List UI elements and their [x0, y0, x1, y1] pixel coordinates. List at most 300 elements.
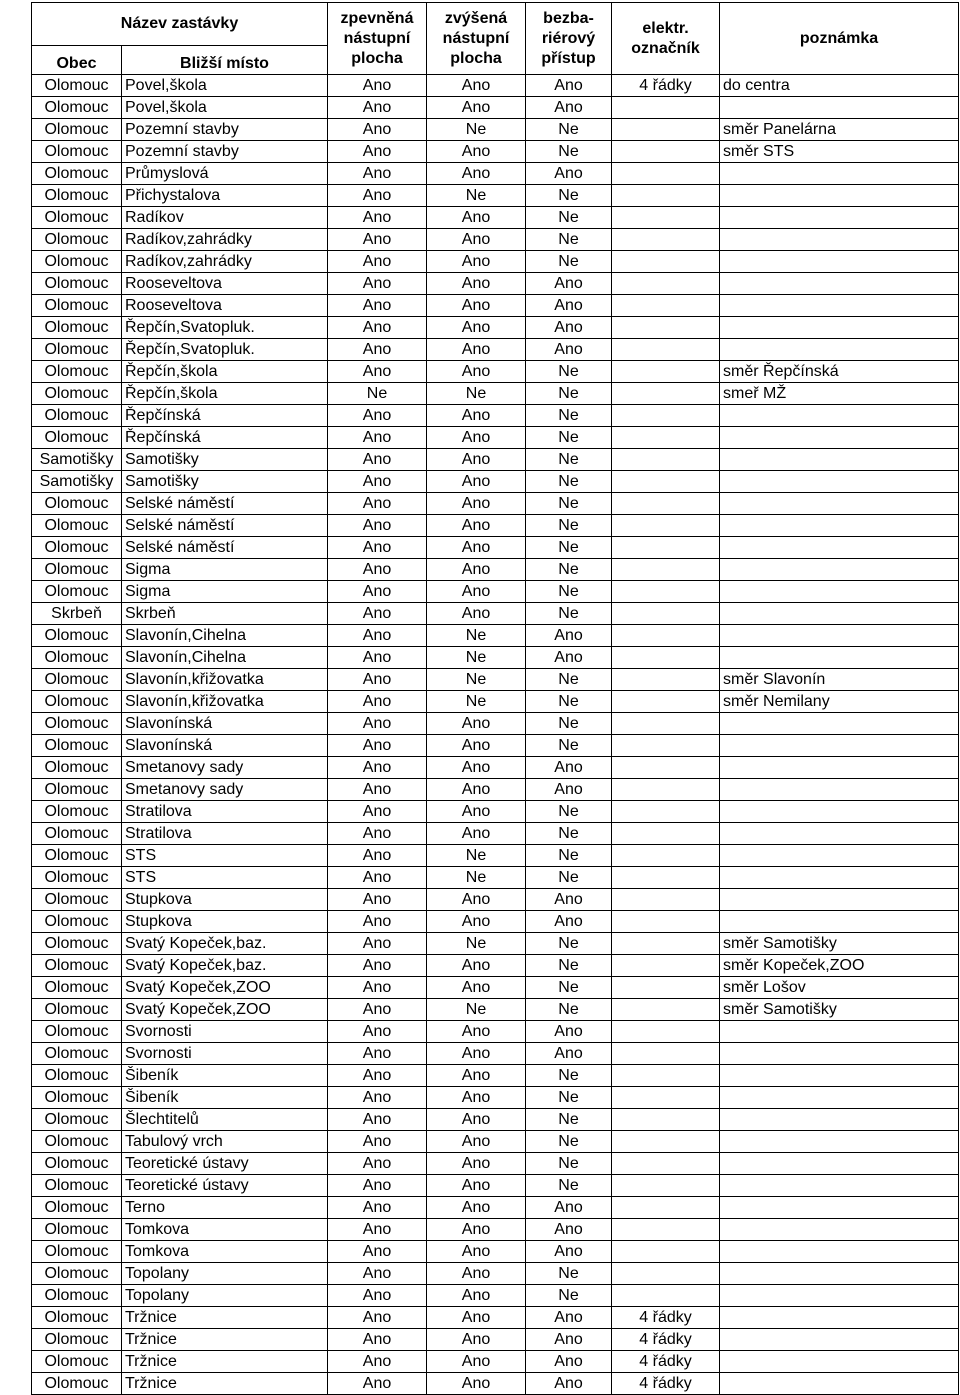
cell-location: Smetanovy sady: [122, 757, 328, 779]
cell-location: Sigma: [122, 581, 328, 603]
table-row: [32, 361, 959, 383]
cell-paved: Ano: [328, 647, 427, 669]
table-row: [32, 713, 959, 735]
cell-electronic-sign: [612, 801, 720, 823]
cell-barrier-free: Ne: [526, 119, 612, 141]
cell-paved: Ano: [328, 1153, 427, 1175]
cell-paved: Ano: [328, 757, 427, 779]
cell-location: Stratilova: [122, 823, 328, 845]
cell-location: Řepčín,Svatopluk.: [122, 339, 328, 361]
cell-municipality: Skrbeň: [32, 603, 122, 625]
cell-electronic-sign: [612, 1065, 720, 1087]
table-row: [32, 845, 959, 867]
table-row: [32, 603, 959, 625]
cell-barrier-free: Ne: [526, 999, 612, 1021]
cell-location: Selské náměstí: [122, 515, 328, 537]
cell-barrier-free: Ne: [526, 867, 612, 889]
header-barrier-line-2: riérový: [541, 29, 596, 47]
cell-municipality: Olomouc: [32, 669, 122, 691]
table-row: [32, 317, 959, 339]
header-paved-platform: [328, 3, 427, 75]
table-row: [32, 625, 959, 647]
cell-electronic-sign: [612, 1241, 720, 1263]
cell-municipality: Olomouc: [32, 317, 122, 339]
cell-barrier-free: Ano: [526, 779, 612, 801]
cell-raised: Ne: [427, 867, 526, 889]
cell-raised: Ano: [427, 75, 526, 97]
cell-raised: Ano: [427, 1285, 526, 1307]
cell-note: [720, 1263, 959, 1285]
cell-note: [720, 801, 959, 823]
cell-barrier-free: Ne: [526, 383, 612, 405]
cell-raised: Ano: [427, 1175, 526, 1197]
cell-raised: Ano: [427, 1109, 526, 1131]
table-row: [32, 1197, 959, 1219]
cell-paved: Ano: [328, 1021, 427, 1043]
cell-barrier-free: Ne: [526, 405, 612, 427]
cell-barrier-free: Ne: [526, 471, 612, 493]
table-header: [32, 3, 959, 75]
cell-raised: Ano: [427, 1219, 526, 1241]
cell-raised: Ano: [427, 603, 526, 625]
cell-raised: Ano: [427, 295, 526, 317]
header-barrier-line-3: přístup: [541, 49, 596, 67]
cell-municipality: Olomouc: [32, 1109, 122, 1131]
cell-note: [720, 1197, 959, 1219]
cell-electronic-sign: [612, 845, 720, 867]
cell-note: [720, 1373, 959, 1395]
cell-note: směr Samotišky: [720, 933, 959, 955]
table-row: [32, 801, 959, 823]
cell-paved: Ano: [328, 977, 427, 999]
cell-paved: Ano: [328, 1087, 427, 1109]
cell-municipality: Olomouc: [32, 999, 122, 1021]
table-row: [32, 977, 959, 999]
cell-raised: Ne: [427, 625, 526, 647]
cell-municipality: Olomouc: [32, 647, 122, 669]
cell-location: Tomkova: [122, 1241, 328, 1263]
cell-paved: Ano: [328, 1065, 427, 1087]
cell-paved: Ano: [328, 1307, 427, 1329]
cell-location: Řepčín,škola: [122, 383, 328, 405]
cell-location: Tržnice: [122, 1351, 328, 1373]
cell-note: [720, 185, 959, 207]
cell-electronic-sign: [612, 889, 720, 911]
table-row: [32, 1219, 959, 1241]
table-row: [32, 933, 959, 955]
table-row: [32, 1109, 959, 1131]
table-row: [32, 1329, 959, 1351]
cell-municipality: Olomouc: [32, 361, 122, 383]
cell-paved: Ano: [328, 867, 427, 889]
cell-electronic-sign: [612, 713, 720, 735]
cell-note: [720, 1109, 959, 1131]
cell-raised: Ano: [427, 735, 526, 757]
cell-raised: Ano: [427, 141, 526, 163]
cell-note: [720, 603, 959, 625]
cell-note: [720, 1307, 959, 1329]
cell-barrier-free: Ne: [526, 823, 612, 845]
table-row: [32, 1131, 959, 1153]
cell-barrier-free: Ano: [526, 1241, 612, 1263]
cell-raised: Ano: [427, 1021, 526, 1043]
cell-location: Rooseveltova: [122, 273, 328, 295]
cell-note: [720, 581, 959, 603]
table-row: [32, 647, 959, 669]
cell-paved: Ano: [328, 955, 427, 977]
header-paved-line-1: zpevněná: [340, 9, 414, 27]
table-row: [32, 273, 959, 295]
cell-barrier-free: Ne: [526, 1285, 612, 1307]
table-row: [32, 119, 959, 141]
cell-note: [720, 1043, 959, 1065]
cell-municipality: Olomouc: [32, 779, 122, 801]
cell-barrier-free: Ne: [526, 1087, 612, 1109]
cell-municipality: Olomouc: [32, 97, 122, 119]
cell-note: směr Řepčínská: [720, 361, 959, 383]
cell-municipality: Olomouc: [32, 295, 122, 317]
cell-municipality: Olomouc: [32, 1087, 122, 1109]
cell-raised: Ne: [427, 119, 526, 141]
cell-note: [720, 625, 959, 647]
cell-paved: Ano: [328, 1043, 427, 1065]
cell-electronic-sign: [612, 735, 720, 757]
cell-raised: Ano: [427, 273, 526, 295]
cell-electronic-sign: [612, 1109, 720, 1131]
cell-barrier-free: Ne: [526, 1131, 612, 1153]
cell-raised: Ano: [427, 427, 526, 449]
cell-raised: Ano: [427, 515, 526, 537]
cell-barrier-free: Ano: [526, 757, 612, 779]
cell-barrier-free: Ano: [526, 273, 612, 295]
header-stop-name: Název zastávky: [32, 3, 328, 46]
cell-raised: Ano: [427, 779, 526, 801]
cell-electronic-sign: [612, 669, 720, 691]
header-raised-line-3: plocha: [450, 49, 502, 67]
cell-electronic-sign: [612, 339, 720, 361]
cell-electronic-sign: [612, 779, 720, 801]
cell-paved: Ano: [328, 119, 427, 141]
cell-municipality: Olomouc: [32, 427, 122, 449]
cell-municipality: Olomouc: [32, 229, 122, 251]
cell-municipality: Olomouc: [32, 911, 122, 933]
cell-barrier-free: Ne: [526, 1109, 612, 1131]
table-row: [32, 405, 959, 427]
cell-raised: Ano: [427, 207, 526, 229]
cell-municipality: Olomouc: [32, 1351, 122, 1373]
cell-location: Slavonín,křižovatka: [122, 691, 328, 713]
cell-electronic-sign: [612, 955, 720, 977]
table-row: [32, 1175, 959, 1197]
cell-location: Slavonín,Cihelna: [122, 647, 328, 669]
cell-raised: Ne: [427, 999, 526, 1021]
cell-note: [720, 779, 959, 801]
cell-municipality: Olomouc: [32, 1043, 122, 1065]
cell-municipality: Olomouc: [32, 383, 122, 405]
cell-municipality: Olomouc: [32, 1263, 122, 1285]
cell-barrier-free: Ano: [526, 97, 612, 119]
table-row: [32, 75, 959, 97]
cell-location: Teoretické ústavy: [122, 1153, 328, 1175]
table-row: [32, 1241, 959, 1263]
cell-paved: Ano: [328, 207, 427, 229]
cell-electronic-sign: [612, 449, 720, 471]
cell-location: Přichystalova: [122, 185, 328, 207]
cell-paved: Ano: [328, 845, 427, 867]
cell-note: [720, 515, 959, 537]
cell-note: [720, 911, 959, 933]
cell-municipality: Olomouc: [32, 251, 122, 273]
table-row: [32, 1307, 959, 1329]
cell-note: směr Nemilany: [720, 691, 959, 713]
cell-electronic-sign: [612, 163, 720, 185]
cell-paved: Ano: [328, 75, 427, 97]
cell-paved: Ano: [328, 779, 427, 801]
table-row: [32, 163, 959, 185]
cell-raised: Ano: [427, 955, 526, 977]
cell-barrier-free: Ne: [526, 185, 612, 207]
cell-barrier-free: Ano: [526, 317, 612, 339]
cell-electronic-sign: [612, 1285, 720, 1307]
table-row: [32, 1351, 959, 1373]
cell-raised: Ne: [427, 691, 526, 713]
cell-paved: Ano: [328, 1373, 427, 1395]
cell-raised: Ano: [427, 1087, 526, 1109]
cell-note: [720, 229, 959, 251]
cell-electronic-sign: [612, 581, 720, 603]
cell-paved: Ano: [328, 537, 427, 559]
cell-paved: Ano: [328, 999, 427, 1021]
cell-electronic-sign: [612, 361, 720, 383]
cell-municipality: Olomouc: [32, 1241, 122, 1263]
cell-raised: Ano: [427, 889, 526, 911]
cell-location: Samotišky: [122, 449, 328, 471]
cell-municipality: Olomouc: [32, 625, 122, 647]
cell-paved: Ano: [328, 229, 427, 251]
cell-note: [720, 97, 959, 119]
cell-barrier-free: Ne: [526, 427, 612, 449]
cell-barrier-free: Ne: [526, 801, 612, 823]
cell-barrier-free: Ne: [526, 845, 612, 867]
table-row: [32, 581, 959, 603]
cell-electronic-sign: 4 řádky: [612, 1307, 720, 1329]
cell-location: Svatý Kopeček,ZOO: [122, 999, 328, 1021]
cell-note: [720, 537, 959, 559]
cell-location: Rooseveltova: [122, 295, 328, 317]
table-row: [32, 493, 959, 515]
cell-raised: Ano: [427, 405, 526, 427]
table-row: [32, 1153, 959, 1175]
cell-note: směr Slavonín: [720, 669, 959, 691]
cell-paved: Ano: [328, 449, 427, 471]
cell-raised: Ano: [427, 1131, 526, 1153]
cell-electronic-sign: [612, 823, 720, 845]
cell-paved: Ano: [328, 361, 427, 383]
cell-note: [720, 339, 959, 361]
cell-municipality: Samotišky: [32, 449, 122, 471]
cell-note: [720, 405, 959, 427]
cell-raised: Ano: [427, 1329, 526, 1351]
cell-electronic-sign: [612, 1043, 720, 1065]
header-municipality: Obec: [32, 46, 122, 75]
cell-raised: Ano: [427, 977, 526, 999]
cell-municipality: Olomouc: [32, 1153, 122, 1175]
table-row: [32, 207, 959, 229]
cell-paved: Ano: [328, 1197, 427, 1219]
cell-note: směr Samotišky: [720, 999, 959, 1021]
table-row: [32, 251, 959, 273]
cell-electronic-sign: [612, 97, 720, 119]
cell-municipality: Olomouc: [32, 933, 122, 955]
table-row: [32, 185, 959, 207]
table-row: [32, 427, 959, 449]
cell-electronic-sign: [612, 471, 720, 493]
cell-location: Šibeník: [122, 1087, 328, 1109]
cell-electronic-sign: [612, 1219, 720, 1241]
cell-location: Tomkova: [122, 1219, 328, 1241]
cell-location: Teoretické ústavy: [122, 1175, 328, 1197]
header-note: poznámka: [720, 3, 959, 75]
cell-electronic-sign: [612, 757, 720, 779]
table-row: [32, 339, 959, 361]
cell-barrier-free: Ne: [526, 735, 612, 757]
table-row: [32, 141, 959, 163]
cell-municipality: Olomouc: [32, 691, 122, 713]
cell-paved: Ano: [328, 471, 427, 493]
cell-electronic-sign: [612, 647, 720, 669]
cell-paved: Ano: [328, 251, 427, 273]
cell-barrier-free: Ano: [526, 1021, 612, 1043]
cell-location: Povel,škola: [122, 97, 328, 119]
cell-municipality: Olomouc: [32, 405, 122, 427]
cell-location: Stratilova: [122, 801, 328, 823]
cell-note: [720, 1219, 959, 1241]
cell-paved: Ano: [328, 1131, 427, 1153]
table-row: [32, 229, 959, 251]
cell-raised: Ano: [427, 1043, 526, 1065]
cell-note: do centra: [720, 75, 959, 97]
cell-raised: Ano: [427, 581, 526, 603]
cell-location: Tržnice: [122, 1329, 328, 1351]
cell-paved: Ano: [328, 185, 427, 207]
cell-paved: Ano: [328, 317, 427, 339]
cell-note: [720, 471, 959, 493]
cell-raised: Ano: [427, 537, 526, 559]
header-raised-line-1: zvýšená: [444, 9, 508, 27]
cell-electronic-sign: [612, 427, 720, 449]
cell-paved: Ano: [328, 603, 427, 625]
cell-municipality: Olomouc: [32, 1285, 122, 1307]
cell-paved: Ano: [328, 1263, 427, 1285]
cell-paved: Ano: [328, 97, 427, 119]
cell-municipality: Olomouc: [32, 867, 122, 889]
cell-barrier-free: Ano: [526, 889, 612, 911]
cell-barrier-free: Ne: [526, 449, 612, 471]
cell-note: [720, 647, 959, 669]
cell-raised: Ano: [427, 471, 526, 493]
cell-barrier-free: Ne: [526, 229, 612, 251]
cell-municipality: Olomouc: [32, 1219, 122, 1241]
cell-note: [720, 1153, 959, 1175]
cell-raised: Ano: [427, 757, 526, 779]
header-location: Bližší místo: [122, 46, 328, 75]
cell-paved: Ano: [328, 1329, 427, 1351]
cell-note: směr Lošov: [720, 977, 959, 999]
cell-electronic-sign: [612, 691, 720, 713]
cell-note: [720, 1175, 959, 1197]
cell-note: [720, 295, 959, 317]
cell-municipality: Olomouc: [32, 713, 122, 735]
table-row: [32, 559, 959, 581]
cell-location: Samotišky: [122, 471, 328, 493]
table-row: [32, 1043, 959, 1065]
cell-note: [720, 867, 959, 889]
cell-location: Sigma: [122, 559, 328, 581]
cell-note: [720, 845, 959, 867]
cell-barrier-free: Ne: [526, 361, 612, 383]
cell-barrier-free: Ne: [526, 713, 612, 735]
cell-note: [720, 735, 959, 757]
cell-electronic-sign: [612, 405, 720, 427]
cell-barrier-free: Ne: [526, 977, 612, 999]
cell-raised: Ano: [427, 361, 526, 383]
cell-location: Selské náměstí: [122, 537, 328, 559]
cell-note: [720, 449, 959, 471]
cell-barrier-free: Ne: [526, 603, 612, 625]
cell-note: [720, 207, 959, 229]
cell-municipality: Samotišky: [32, 471, 122, 493]
cell-location: Šlechtitelů: [122, 1109, 328, 1131]
cell-municipality: Olomouc: [32, 1021, 122, 1043]
table-row: [32, 449, 959, 471]
cell-barrier-free: Ano: [526, 647, 612, 669]
cell-barrier-free: Ne: [526, 141, 612, 163]
cell-electronic-sign: [612, 1021, 720, 1043]
cell-raised: Ano: [427, 251, 526, 273]
header-paved-line-3: plocha: [351, 49, 403, 67]
cell-raised: Ano: [427, 1153, 526, 1175]
cell-raised: Ano: [427, 1351, 526, 1373]
header-barrier-line-1: bezba-: [543, 9, 594, 27]
header-barrier-free: [526, 3, 612, 75]
cell-paved: Ano: [328, 1241, 427, 1263]
table-row: [32, 383, 959, 405]
cell-location: Pozemní stavby: [122, 119, 328, 141]
cell-note: [720, 273, 959, 295]
table-row: [32, 735, 959, 757]
header-electronic-sign: [612, 3, 720, 75]
cell-electronic-sign: [612, 537, 720, 559]
cell-paved: Ano: [328, 1219, 427, 1241]
cell-location: Topolany: [122, 1285, 328, 1307]
cell-barrier-free: Ne: [526, 691, 612, 713]
bus-stop-table: [31, 2, 959, 1395]
cell-electronic-sign: [612, 603, 720, 625]
cell-municipality: Olomouc: [32, 1307, 122, 1329]
cell-electronic-sign: [612, 515, 720, 537]
cell-paved: Ano: [328, 163, 427, 185]
cell-electronic-sign: 4 řádky: [612, 1329, 720, 1351]
cell-raised: Ano: [427, 823, 526, 845]
cell-location: Svatý Kopeček,ZOO: [122, 977, 328, 999]
cell-note: [720, 1351, 959, 1373]
cell-location: Řepčínská: [122, 427, 328, 449]
cell-location: Povel,škola: [122, 75, 328, 97]
cell-municipality: Olomouc: [32, 273, 122, 295]
cell-location: Tržnice: [122, 1307, 328, 1329]
cell-raised: Ne: [427, 845, 526, 867]
cell-location: Řepčín,Svatopluk.: [122, 317, 328, 339]
